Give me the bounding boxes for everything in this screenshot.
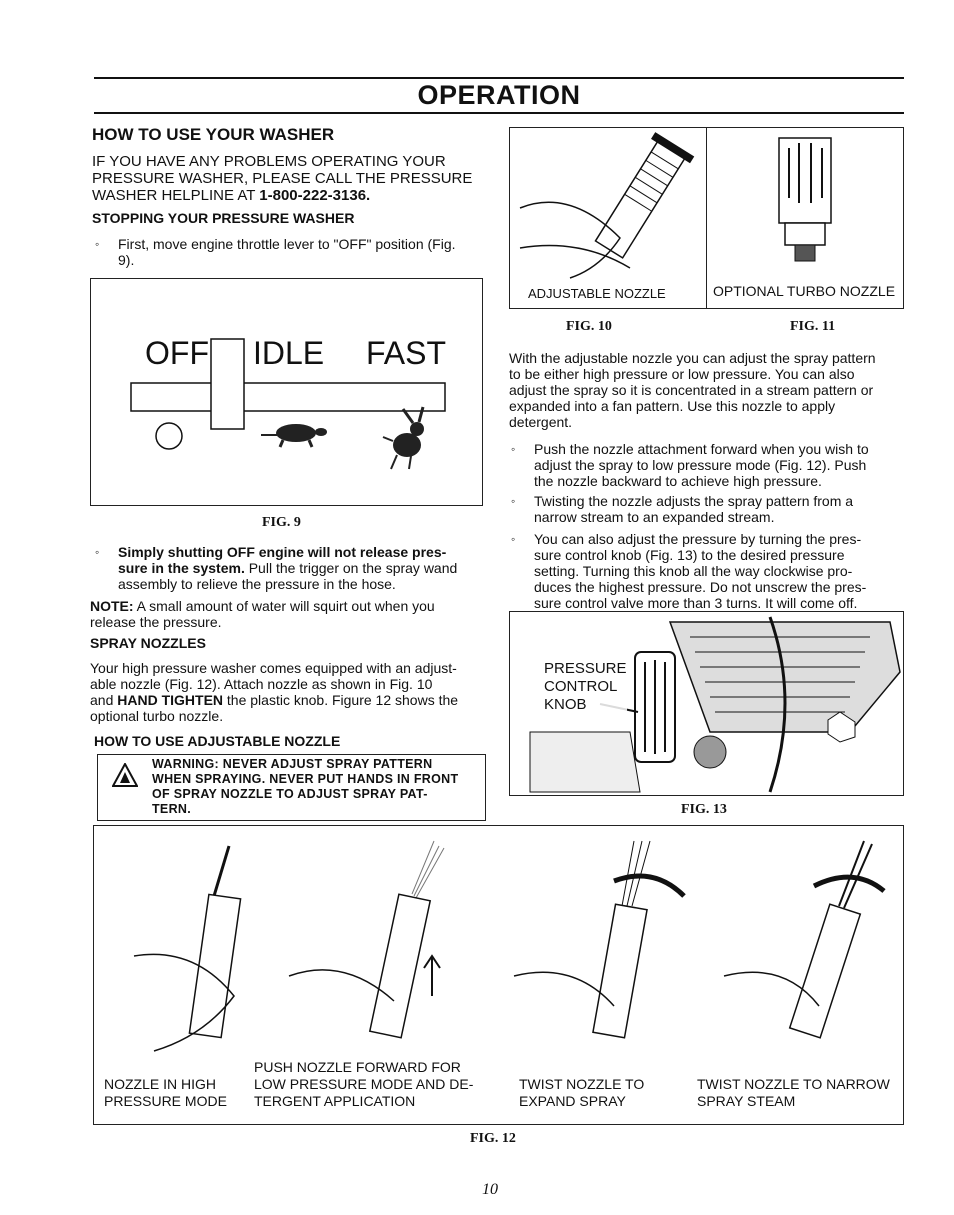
shutoff-bullet (118, 544, 457, 592)
fig12-box (93, 825, 904, 1125)
turbo-nozzle-illustration (707, 128, 905, 283)
shutoff-bold: Simply shutting OFF engine will not release pres- (118, 544, 447, 560)
knob-label-line: CONTROL (544, 678, 618, 695)
section-title: OPERATION (417, 80, 581, 110)
adjust-line: adjust the spray so it is concentrated in a stream pattern or (509, 382, 874, 398)
pressure-knob-bullet (534, 531, 866, 611)
spray-line: and (90, 692, 118, 708)
bullet-line: ◦ Push the nozzle attachment forward when you wish to (534, 441, 869, 457)
bullet-line: sure control valve more than 3 turns. It will come off. (534, 595, 858, 611)
fig9-caption: FIG. 9 (262, 515, 301, 530)
fig10-label: ADJUSTABLE NOZZLE (528, 286, 666, 301)
warning-line: OF SPRAY NOZZLE TO ADJUST SPRAY PAT- (152, 787, 428, 801)
shutoff-text: assembly to relieve the pressure in the hose. (118, 576, 396, 592)
fig11-label: OPTIONAL TURBO NOZZLE (713, 283, 896, 299)
throttle-lever (211, 339, 244, 429)
panel1-caption (104, 1076, 227, 1110)
bullet-line: ◦ You can also adjust the pressure by turning the pres- (534, 531, 862, 547)
knob-label-line: KNOB (544, 696, 587, 713)
bullet-line: ◦ First, move engine throttle lever to "OFF" position (Fig. (118, 236, 456, 252)
note-text: A small amount of water will squirt out when you (133, 598, 435, 614)
warning-line: WARNING: NEVER ADJUST SPRAY PATTERN (152, 757, 433, 771)
helpline-number: 1-800-222-3136. (259, 187, 371, 204)
throttle-slot (131, 383, 445, 411)
push-nozzle-bullet (534, 441, 869, 489)
bullet-line: 9). (118, 252, 135, 268)
warning-line: TERN. (152, 802, 191, 816)
spray-paragraph (90, 660, 458, 724)
note-label: NOTE: (90, 598, 134, 614)
header-top-rule (94, 77, 904, 79)
panel3-caption (519, 1076, 644, 1110)
off-circle-icon (156, 423, 182, 449)
fig10-caption: FIG. 10 (566, 319, 612, 334)
helpline-line: IF YOU HAVE ANY PROBLEMS OPERATING YOUR (92, 153, 446, 170)
twist-nozzle-bullet (534, 493, 853, 525)
adjust-line: expanded into a fan pattern. Use this nozzle to apply (509, 398, 836, 414)
panel1-nozzle (134, 846, 241, 1051)
hand-tighten: HAND TIGHTEN (117, 692, 224, 708)
adjust-line: to be either high pressure or low pressure. You can also (509, 366, 855, 382)
panel4-nozzle (724, 841, 884, 1038)
throttle-illustration (91, 279, 482, 505)
bullet-line: narrow stream to an expanded stream. (534, 509, 775, 525)
shutoff-text: Pull the trigger on the spray wand (244, 560, 458, 576)
rabbit-icon (383, 407, 424, 469)
fig13-caption: FIG. 13 (681, 802, 727, 817)
throttle-label-idle: IDLE (253, 335, 325, 371)
adjustable-nozzle-illustration (510, 128, 705, 283)
spray-line: the plastic knob. Figure 12 shows the (223, 692, 459, 708)
bullet-line: duces the highest pressure. Do not unscrew the pres- (534, 579, 867, 595)
panel-caption-line: LOW PRESSURE MODE AND DE- (254, 1076, 474, 1092)
warning-box (97, 754, 486, 821)
note-paragraph (90, 598, 435, 630)
panel-caption-line: TWIST NOZZLE TO NARROW (697, 1076, 890, 1092)
heading-spray-nozzles: SPRAY NOZZLES (90, 635, 206, 651)
adjust-line: detergent. (509, 414, 573, 430)
pressure-knob-label (544, 660, 627, 714)
warning-line: WHEN SPRAYING. NEVER PUT HANDS IN FRONT (152, 772, 459, 786)
note-text: release the pressure. (90, 614, 222, 630)
fig10-11-box (509, 127, 904, 309)
panel-caption-line: TWIST NOZZLE TO (519, 1076, 645, 1092)
spray-line: optional turbo nozzle. (90, 708, 224, 724)
panel-caption-line: TERGENT APPLICATION (254, 1093, 416, 1109)
adjust-line: With the adjustable nozzle you can adjust the spray pattern (509, 350, 876, 366)
warning-text (152, 757, 458, 817)
page-number: 10 (482, 1181, 498, 1198)
throttle-label-off: OFF (145, 335, 209, 371)
bullet-line: adjust the spray to low pressure mode (Fig. 12). Push (534, 457, 867, 473)
stopping-bullet (118, 236, 456, 268)
fig12-caption: FIG. 12 (470, 1131, 516, 1146)
throttle-label-fast: FAST (366, 335, 447, 371)
shutoff-bold: sure in the system. (118, 560, 245, 576)
panel-caption-line: EXPAND SPRAY (519, 1093, 626, 1109)
warning-triangle-icon (112, 763, 138, 787)
bullet-line: setting. Turning this knob all the way clockwise pro- (534, 563, 853, 579)
helpline-text (92, 153, 472, 204)
helpline-line: WASHER HELPLINE AT (92, 187, 260, 204)
fig9-throttle-diagram (90, 278, 483, 506)
panel2-nozzle (289, 841, 444, 1038)
header-bottom-rule (94, 112, 904, 114)
adjust-paragraph (509, 350, 876, 430)
panel-caption-line: SPRAY STEAM (697, 1093, 796, 1109)
bullet-line: the nozzle backward to achieve high pressure. (534, 473, 822, 489)
panel-caption-line: PRESSURE MODE (104, 1093, 227, 1109)
bullet-line: ◦ Twisting the nozzle adjusts the spray pattern from a (534, 493, 854, 509)
panel3-nozzle (514, 841, 684, 1038)
knob-label-line: PRESSURE (544, 660, 627, 677)
fig12-nozzle-illustrations (94, 826, 903, 1066)
heading-stopping: STOPPING YOUR PRESSURE WASHER (92, 210, 355, 226)
fig11-caption: FIG. 11 (790, 319, 836, 334)
panel2-caption (254, 1059, 473, 1110)
heading-adjustable-nozzle: HOW TO USE ADJUSTABLE NOZZLE (94, 733, 341, 749)
helpline-line: PRESSURE WASHER, PLEASE CALL THE PRESSURE (92, 170, 473, 187)
spray-line: able nozzle (Fig. 12). Attach nozzle as shown in Fig. 10 (90, 676, 433, 692)
panel4-caption (697, 1076, 890, 1110)
spray-line: Your high pressure washer comes equipped with an adjust- (90, 660, 457, 676)
heading-how-to-use: HOW TO USE YOUR WASHER (92, 125, 335, 144)
panel-caption-line: NOZZLE IN HIGH (104, 1076, 217, 1092)
fig13-engine-photo (509, 611, 904, 796)
turtle-icon (261, 424, 327, 447)
panel-caption-line: PUSH NOZZLE FORWARD FOR (254, 1059, 461, 1075)
bullet-line: sure control knob (Fig. 13) to the desired pressure (534, 547, 845, 563)
